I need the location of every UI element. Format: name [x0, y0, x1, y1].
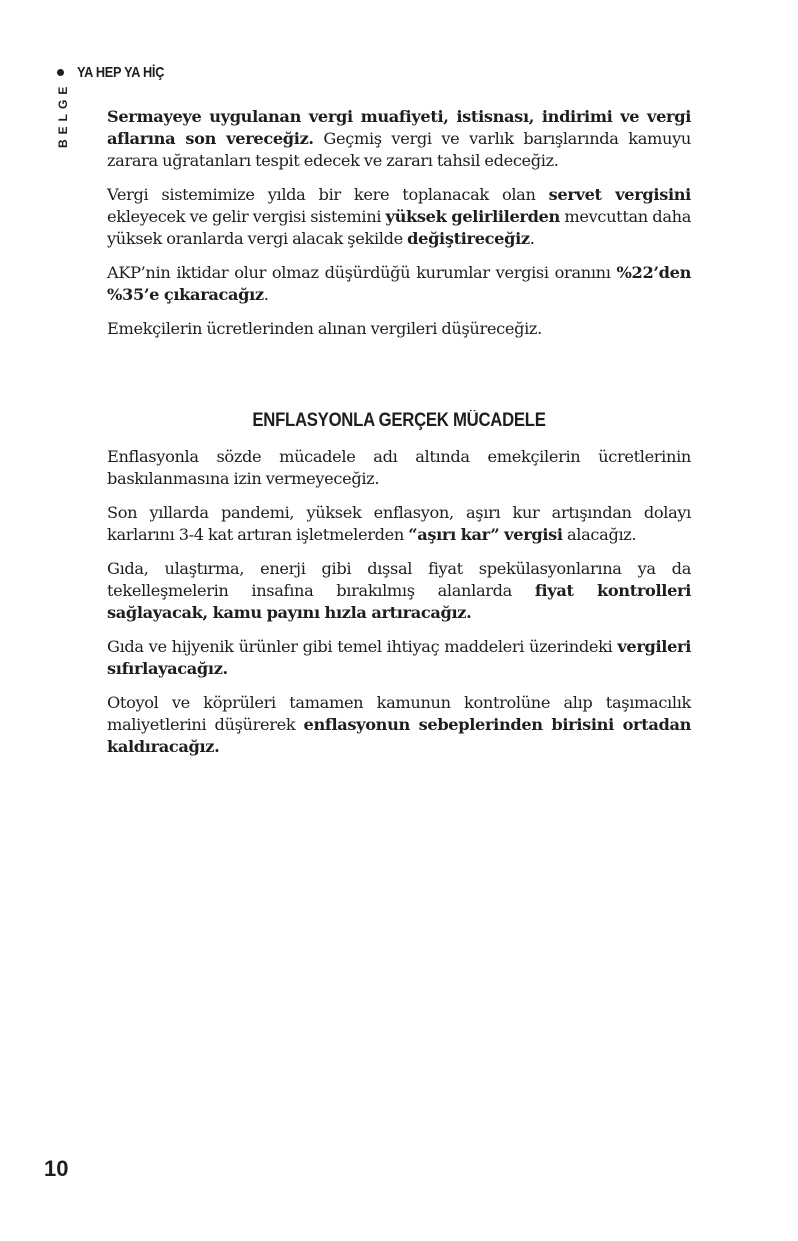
- text: Emekçilerin ücretlerinden alınan vergileri düşüreceğiz.: [107, 319, 542, 338]
- text: .: [529, 229, 535, 248]
- page-number: 10: [44, 1156, 69, 1181]
- paragraph: [107, 558, 691, 624]
- paragraph: [107, 502, 691, 546]
- text: Geçmiş vergi ve varlık barışlarında kamuyu zarara uğratanları tespit edecek ve zararı tahsil edeceğiz.: [107, 129, 691, 170]
- page-content: [107, 106, 691, 770]
- paragraph: [107, 262, 691, 306]
- text: Son yıllarda pandemi, yüksek enflasyon, aşırı kur artışından dolayı karlarını 3-4 kat artıran işletmelerden: [107, 503, 691, 544]
- text: ekleyecek ve gelir vergisi sistemini: [107, 207, 386, 226]
- bold-text: Sermayeye uygulanan vergi muafiyeti, istisnası, indirimi ve vergi aflarına son vereceğiz.: [107, 107, 691, 148]
- bold-text: enflasyonun sebeplerinden birisini ortadan kaldıracağız.: [107, 715, 691, 756]
- bold-text: “aşırı kar” vergisi: [408, 525, 563, 544]
- running-title: YA HEP YA HİÇ: [77, 64, 165, 81]
- bold-text: fiyat kontrolleri sağlayacak, kamu payını hızla artıracağız.: [107, 581, 691, 622]
- text: .: [263, 285, 269, 304]
- bold-text: vergileri sıfırlayacağız.: [107, 637, 691, 678]
- running-header: [57, 64, 180, 81]
- text: alacağız.: [562, 525, 637, 544]
- paragraph: [107, 692, 691, 758]
- bold-text: servet vergisini: [548, 185, 691, 204]
- bold-text: değiştireceğiz: [407, 229, 530, 248]
- paragraph: [107, 636, 691, 680]
- text: Otoyol ve köprüleri tamamen kamunun kontrolüne alıp taşımacılık maliyetlerini düşürerek: [107, 693, 691, 734]
- paragraph: [107, 106, 691, 172]
- text: Enflasyonla sözde mücadele adı altında emekçilerin ücretlerinin baskılanmasına izin vermeyeceğiz.: [107, 447, 691, 488]
- paragraph: [107, 446, 691, 490]
- text: Gıda ve hijyenik ürünler gibi temel ihtiyaç maddeleri üzerindeki: [107, 637, 618, 656]
- text: mevcuttan daha yüksek oranlarda vergi alacak şekilde: [107, 207, 691, 248]
- text: AKP’nin iktidar olur olmaz düşürdüğü kurumlar vergisi oranını: [107, 263, 617, 282]
- side-label: BELGE: [56, 81, 70, 148]
- bullet-icon: [57, 69, 64, 76]
- bold-text: %22’den %35’e çıkaracağız: [107, 263, 691, 304]
- bold-text: yüksek gelirlilerden: [385, 207, 560, 226]
- paragraph: [107, 184, 691, 250]
- section-heading: ENFLASYONLA GERÇEK MÜCADELE: [252, 410, 546, 431]
- text: Vergi sistemimize yılda bir kere toplanacak olan: [107, 185, 549, 204]
- text: Gıda, ulaştırma, enerji gibi dışsal fiyat spekülasyonlarına ya da tekelleşmelerin insafına bırakılmış alanlarda: [107, 559, 691, 600]
- paragraph: [107, 318, 691, 340]
